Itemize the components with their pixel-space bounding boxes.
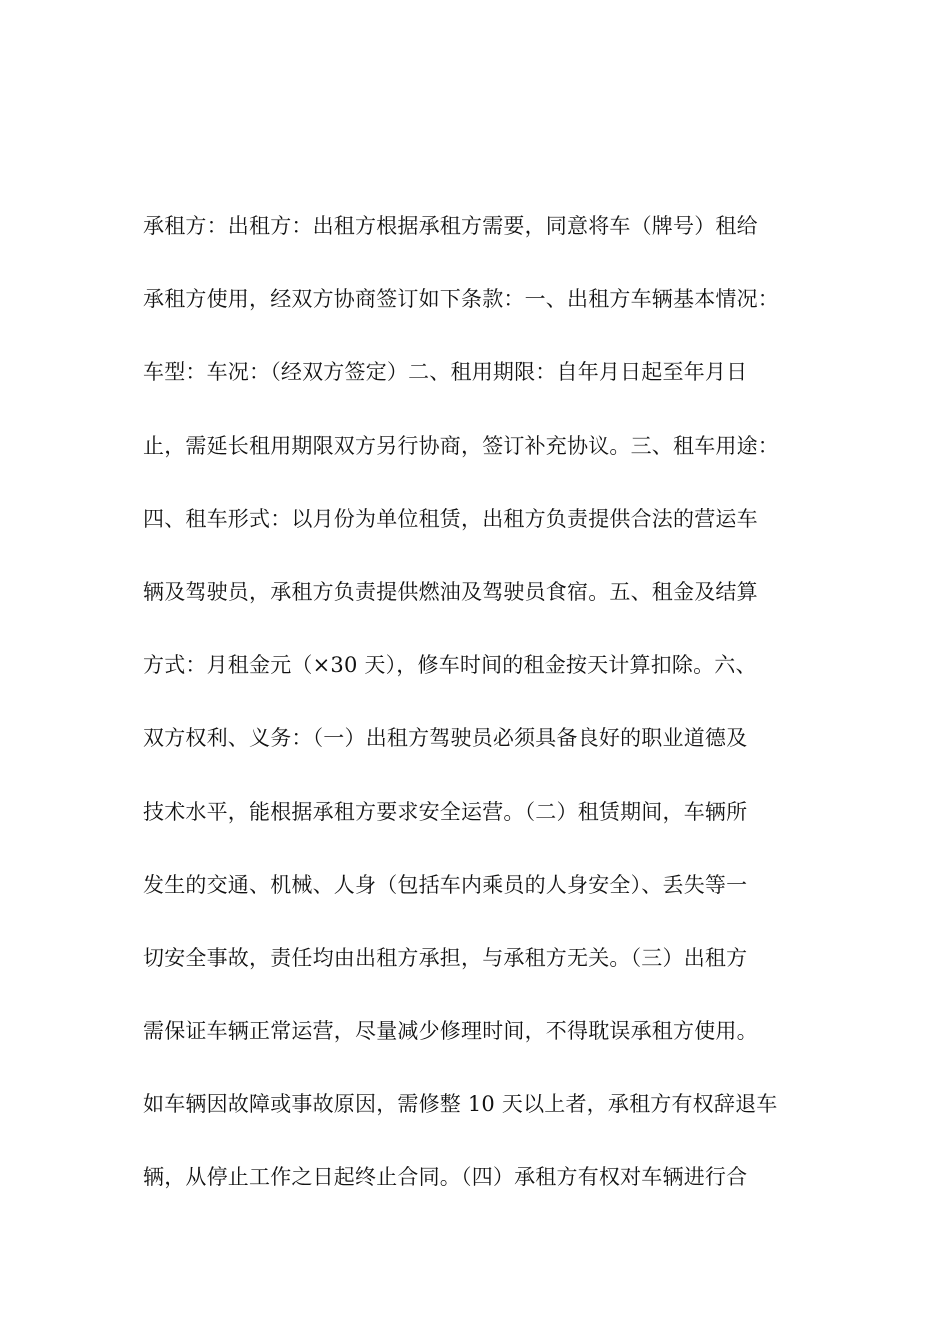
text-line-8: 双方权利、义务：（一）出租方驾驶员必须具备良好的职业道德及	[143, 726, 748, 751]
text-line-13: 如车辆因故障或事故原因，需修整 10 天以上者，承租方有权辞退车	[143, 1092, 778, 1117]
contract-body-text	[143, 200, 823, 1225]
text-line-4: 止，需延长租用期限双方另行协商，签订补充协议。三、租车用途：	[143, 433, 779, 458]
text-line-3: 车型：车况：（经双方签定）二、租用期限：自年月日起至年月日	[143, 360, 748, 385]
text-line-5: 四、租车形式：以月份为单位租赁，出租方负责提供合法的营运车	[143, 506, 758, 531]
text-line-11: 切安全事故，责任均由出租方承担，与承租方无关。（三）出租方	[143, 945, 748, 970]
text-line-14: 辆，从停止工作之日起终止合同。（四）承租方有权对车辆进行合	[143, 1165, 748, 1190]
text-line-10: 发生的交通、机械、人身（包括车内乘员的人身安全）、丢失等一	[143, 872, 748, 897]
text-line-1: 承租方：出租方：出租方根据承租方需要，同意将车（牌号）租给	[143, 214, 758, 238]
text-line-2: 承租方使用，经双方协商签订如下条款：一、出租方车辆基本情况：	[143, 287, 779, 312]
text-line-7: 方式：月租金元（×30 天），修车时间的租金按天计算扣除。六、	[143, 653, 757, 678]
text-line-6: 辆及驾驶员，承租方负责提供燃油及驾驶员食宿。五、租金及结算	[143, 579, 758, 604]
text-line-12: 需保证车辆正常运营，尽量减少修理时间，不得耽误承租方使用。	[143, 1019, 758, 1044]
text-line-9: 技术水平，能根据承租方要求安全运营。（二）租赁期间，车辆所	[143, 799, 748, 824]
